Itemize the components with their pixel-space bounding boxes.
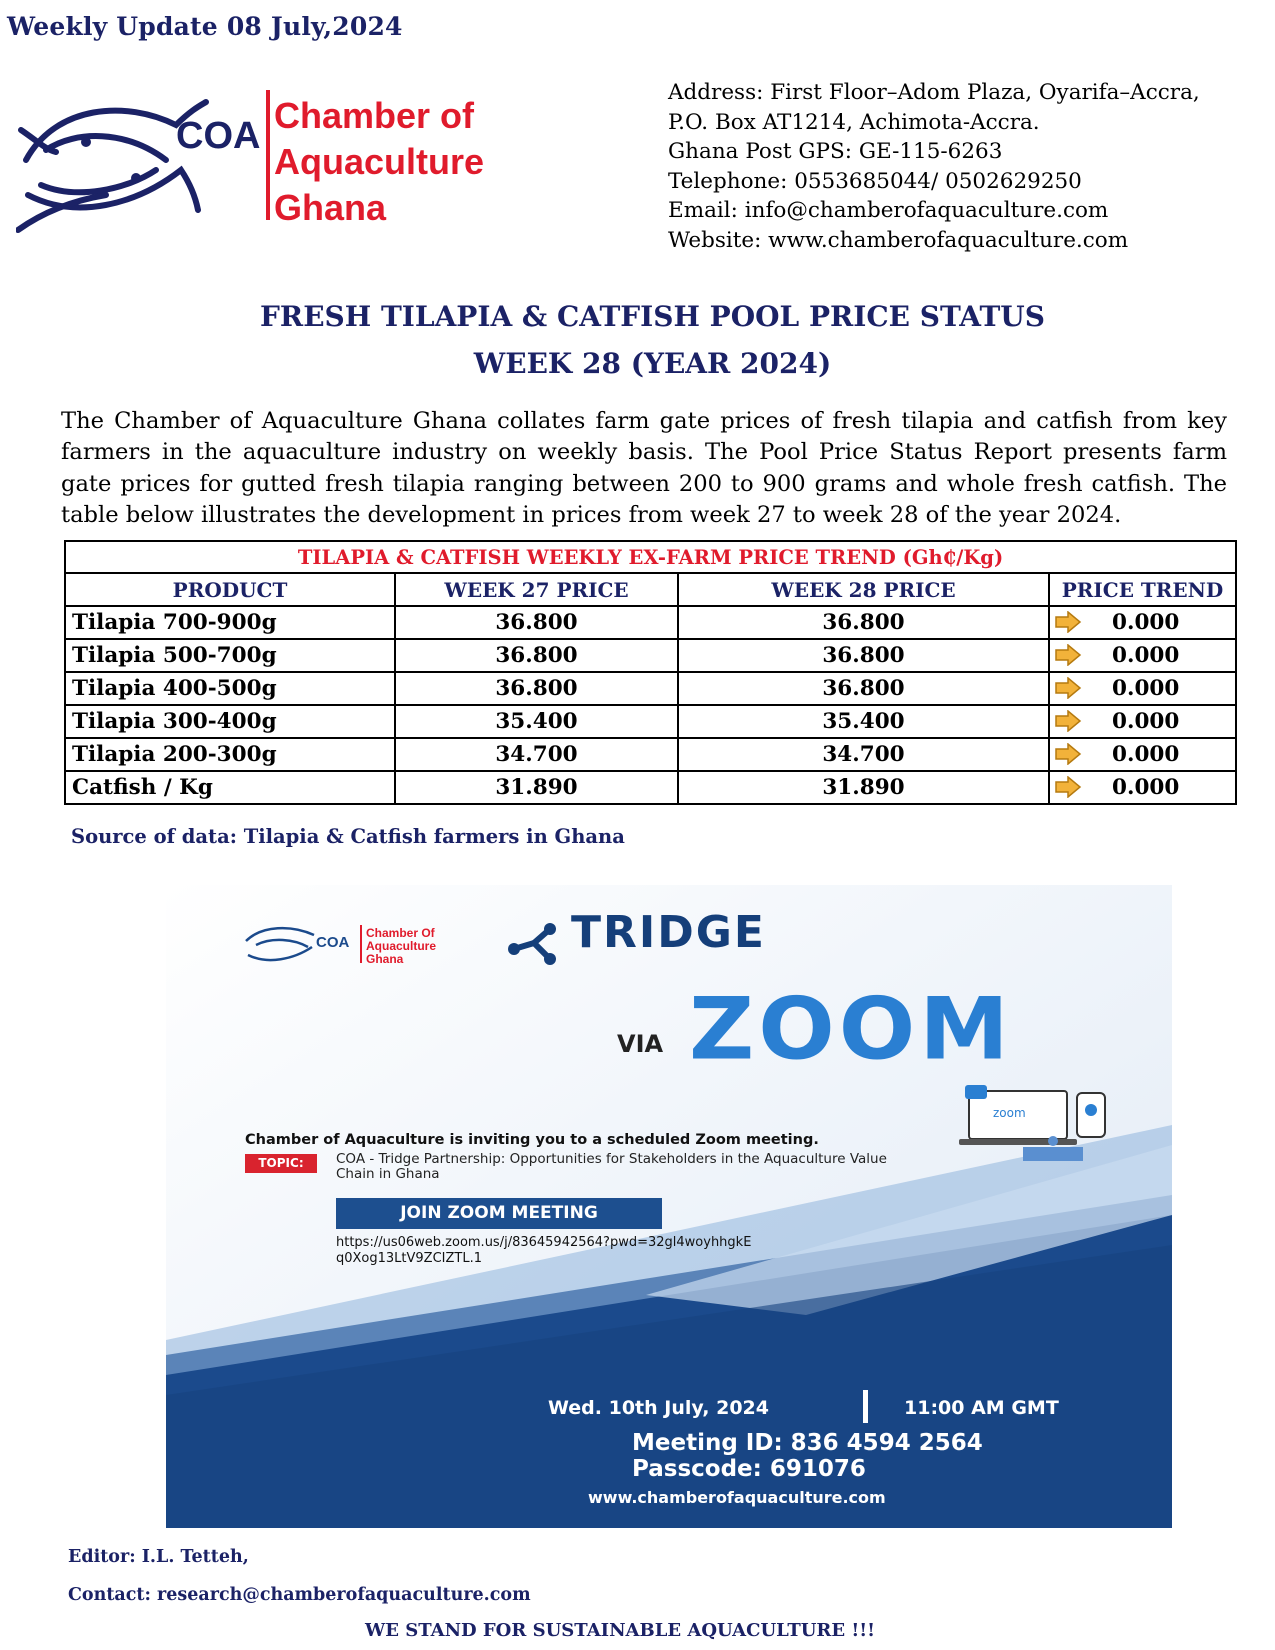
product-cell: Tilapia 500-700g — [65, 639, 395, 672]
logo-name-line1: Chamber of — [274, 95, 475, 136]
right-arrow-icon — [1054, 644, 1082, 666]
table-row — [65, 606, 1236, 639]
week28-cell: 36.800 — [678, 639, 1049, 672]
weekly-update-heading: Weekly Update 08 July,2024 — [7, 12, 403, 41]
trend-cell — [1049, 771, 1236, 804]
logo-divider — [266, 90, 270, 220]
week28-cell: 36.800 — [678, 672, 1049, 705]
editor-credit: Editor: I.L. Tetteh, — [68, 1547, 249, 1567]
right-arrow-icon — [1054, 776, 1082, 798]
via-label: VIA — [617, 1030, 664, 1058]
coa-logo — [16, 90, 536, 240]
intro-text: The Chamber of Aquaculture Ghana collates farm gate prices of fresh tilapia and catfish from key farmers in the aquaculture industry on weekly basis. The Pool Price Status Report presents farm gate prices for gutted fresh tilapia ranging between 200 to 900 grams and whole fresh catfish. The table below illustrates the development in prices from week 27 to week 28 of the year 2024. — [61, 408, 1227, 529]
address-line: Address: First Floor–Adom Plaza, Oyarifa–Accra, — [668, 80, 1200, 105]
price-table — [64, 540, 1237, 805]
report-title: FRESH TILAPIA & CATFISH POOL PRICE STATUS — [260, 300, 1045, 333]
meeting-date: Wed. 10th July, 2024 — [548, 1397, 769, 1419]
date-time-divider — [863, 1390, 868, 1423]
right-arrow-icon — [1054, 677, 1082, 699]
meeting-link[interactable]: https://us06web.zoom.us/j/83645942564?pwd=32gl4woyhhgkEq0Xog13LtV9ZCIZTL.1 — [336, 1235, 752, 1266]
zoom-title: ZOOM — [689, 979, 1013, 1080]
email-line: Email: info@chamberofaquaculture.com — [668, 198, 1109, 223]
week27-cell: 36.800 — [395, 606, 678, 639]
trend-cell — [1049, 738, 1236, 771]
table-row — [65, 672, 1236, 705]
trend-value: 0.000 — [1112, 610, 1180, 635]
banner-coa-name3: Ghana — [366, 952, 404, 966]
meeting-passcode: Passcode: 691076 — [632, 1456, 866, 1482]
trend-cell — [1049, 639, 1236, 672]
zoom-meeting-banner — [166, 885, 1172, 1528]
week28-cell: 34.700 — [678, 738, 1049, 771]
banner-coa-abbr: COA — [316, 934, 350, 951]
address-line: Telephone: 0553685044/ 0502629250 — [668, 168, 1082, 194]
logo-abbr: COA — [176, 115, 261, 157]
right-arrow-icon — [1054, 611, 1082, 633]
right-arrow-icon — [1054, 743, 1082, 765]
product-cell: Tilapia 300-400g — [65, 705, 395, 738]
address-line: Ghana Post GPS: GE-115-6263 — [668, 139, 1003, 164]
week28-cell: 35.400 — [678, 705, 1049, 738]
trend-cell — [1049, 705, 1236, 738]
week27-cell: 31.890 — [395, 771, 678, 804]
week27-cell: 36.800 — [395, 672, 678, 705]
slogan: WE STAND FOR SUSTAINABLE AQUACULTURE !!! — [365, 1620, 876, 1641]
trend-value: 0.000 — [1112, 643, 1180, 668]
table-row — [65, 771, 1236, 804]
trend-value: 0.000 — [1112, 676, 1180, 701]
trend-value: 0.000 — [1112, 709, 1180, 734]
table-row — [65, 639, 1236, 672]
banner-website[interactable]: www.chamberofaquaculture.com — [588, 1488, 886, 1507]
data-source-note: Source of data: Tilapia & Catfish farmers in Ghana — [71, 825, 625, 848]
tridge-logo-text: TRIDGE — [571, 907, 766, 958]
address-block — [668, 78, 1200, 255]
fish-icon — [246, 928, 314, 960]
trend-cell — [1049, 606, 1236, 639]
tridge-network-icon — [506, 921, 558, 965]
header-week27: WEEK 27 PRICE — [395, 573, 678, 606]
topic-label: TOPIC: — [245, 1154, 317, 1173]
trend-value: 0.000 — [1112, 775, 1180, 800]
banner-coa-name2: Aquaculture — [366, 939, 437, 953]
table-title: TILAPIA & CATFISH WEEKLY EX-FARM PRICE TREND (Gh₵/Kg) — [65, 541, 1236, 573]
table-row — [65, 705, 1236, 738]
meeting-time: 11:00 AM GMT — [904, 1397, 1059, 1419]
week28-cell: 31.890 — [678, 771, 1049, 804]
meeting-invite-text: Chamber of Aquaculture is inviting you to a scheduled Zoom meeting. — [245, 1132, 819, 1148]
logo-name-line2: Aquaculture — [274, 141, 485, 182]
trend-value: 0.000 — [1112, 742, 1180, 767]
join-zoom-meeting-button[interactable]: JOIN ZOOM MEETING — [336, 1198, 662, 1229]
right-arrow-icon — [1054, 710, 1082, 732]
banner-coa-logo — [242, 919, 482, 969]
banner-coa-name1: Chamber Of — [366, 926, 435, 940]
contact-email[interactable]: Contact: research@chamberofaquaculture.com — [68, 1585, 531, 1605]
week28-cell: 36.800 — [678, 606, 1049, 639]
week27-cell: 36.800 — [395, 639, 678, 672]
product-cell: Catfish / Kg — [65, 771, 395, 804]
meeting-topic: COA - Tridge Partnership: Opportunities for Stakeholders in the Aquaculture Value Chain in Ghana — [336, 1151, 887, 1182]
intro-paragraph — [61, 406, 1227, 532]
week27-cell: 34.700 — [395, 738, 678, 771]
logo-name-line3: Ghana — [274, 187, 387, 228]
fish-eye-icon — [81, 137, 91, 147]
week27-cell: 35.400 — [395, 705, 678, 738]
address-line: P.O. Box AT1214, Achimota-Accra. — [668, 109, 1040, 135]
table-row — [65, 738, 1236, 771]
meeting-id: Meeting ID: 836 4594 2564 — [632, 1430, 983, 1456]
devices-illustration-icon — [959, 1085, 1129, 1165]
product-cell: Tilapia 400-500g — [65, 672, 395, 705]
report-subtitle: WEEK 28 (YEAR 2024) — [473, 347, 832, 380]
header-week28: WEEK 28 PRICE — [678, 573, 1049, 606]
header-product: PRODUCT — [65, 573, 395, 606]
product-cell: Tilapia 200-300g — [65, 738, 395, 771]
product-cell: Tilapia 700-900g — [65, 606, 395, 639]
fish-eye-icon — [131, 173, 141, 183]
website-line: Website: www.chamberofaquaculture.com — [668, 227, 1129, 253]
zoom-small-text: zoom — [993, 1106, 1026, 1120]
header-trend: PRICE TREND — [1049, 573, 1236, 606]
trend-cell — [1049, 672, 1236, 705]
